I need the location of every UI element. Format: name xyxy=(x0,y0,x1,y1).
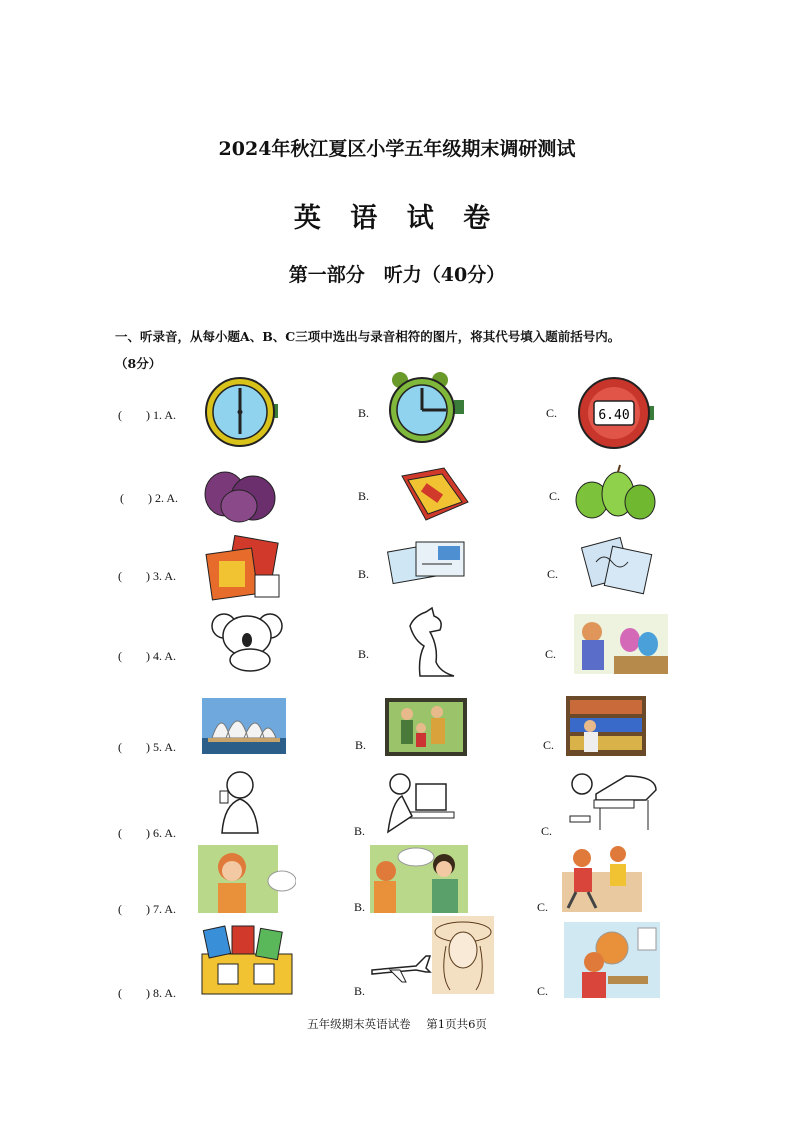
letters-icon xyxy=(578,532,658,600)
question-label: ( ) 6. A. xyxy=(118,826,176,840)
question-label: ( ) 5. A. xyxy=(118,740,176,754)
clock-icon xyxy=(204,374,282,450)
exam-title: 2024年秋江夏区小学五年级期末调研测试 xyxy=(218,138,576,160)
option-b-label: B. xyxy=(354,900,366,914)
instruction-text: 一、听录音，从每小题A、B、C三项中选出与录音相符的图片，将其代号填入题前括号内。 xyxy=(115,329,621,344)
option-c-label: C. xyxy=(537,900,549,914)
option-b-label: B. xyxy=(355,738,367,752)
digital-watch-icon xyxy=(578,374,656,452)
toys-shop-icon xyxy=(574,614,668,674)
snack-box-icon xyxy=(398,466,470,522)
digital-time-text: 6.40 xyxy=(598,408,630,423)
koala-icon xyxy=(210,610,286,672)
subject-title: 英 语 试 卷 xyxy=(293,203,501,234)
question-label: ( ) 1. A. xyxy=(118,408,176,422)
option-c-label: C. xyxy=(543,738,555,752)
girl-talking-icon xyxy=(198,845,296,913)
section-instruction xyxy=(115,323,715,377)
stamps-icon xyxy=(205,535,281,601)
part-title: 第一部分 听力（40分） xyxy=(288,264,506,286)
question-label: ( ) 7. A. xyxy=(118,902,176,916)
girls-running-icon xyxy=(562,842,642,912)
footer-page-number: 第1页共6页 xyxy=(426,1017,487,1031)
girl-at-mirror-icon xyxy=(564,922,660,998)
kangaroo-icon xyxy=(396,606,460,682)
postcards-icon xyxy=(386,534,468,592)
phone-call-icon xyxy=(212,767,268,837)
computer-user-icon xyxy=(380,770,460,836)
option-b-label: B. xyxy=(354,984,366,998)
option-b-label: B. xyxy=(354,824,366,838)
option-c-label: C. xyxy=(545,647,557,661)
option-b-label: B. xyxy=(358,567,370,581)
option-c-label: C. xyxy=(547,567,559,581)
stamp-album-icon xyxy=(198,924,298,998)
airplane-icon xyxy=(370,952,432,986)
question-label: ( ) 2. A. xyxy=(120,491,178,505)
question-label: ( ) 4. A. xyxy=(118,649,176,663)
alarm-clock-icon xyxy=(384,370,468,446)
question-label: ( ) 8. A. xyxy=(118,986,176,1000)
option-b-label: B. xyxy=(358,489,370,503)
library-photo xyxy=(566,696,646,756)
option-b-label: B. xyxy=(358,647,370,661)
option-c-label: C. xyxy=(546,406,558,420)
option-c-label: C. xyxy=(541,824,553,838)
option-c-label: C. xyxy=(549,489,561,503)
question-label: ( ) 3. A. xyxy=(118,569,176,583)
family-photo xyxy=(385,698,467,756)
page-footer xyxy=(0,1016,794,1032)
pears-icon xyxy=(574,464,658,524)
girls-chatting-icon xyxy=(370,845,468,913)
points-text: （8分） xyxy=(115,356,162,371)
option-b-label: B. xyxy=(358,406,370,420)
woman-portrait-icon xyxy=(432,916,494,994)
footer-title: 五年级期末英语试卷 xyxy=(307,1017,411,1031)
piano-player-icon xyxy=(566,770,658,832)
plums-icon xyxy=(203,466,277,526)
option-c-label: C. xyxy=(537,984,549,998)
opera-house-photo xyxy=(202,698,286,754)
